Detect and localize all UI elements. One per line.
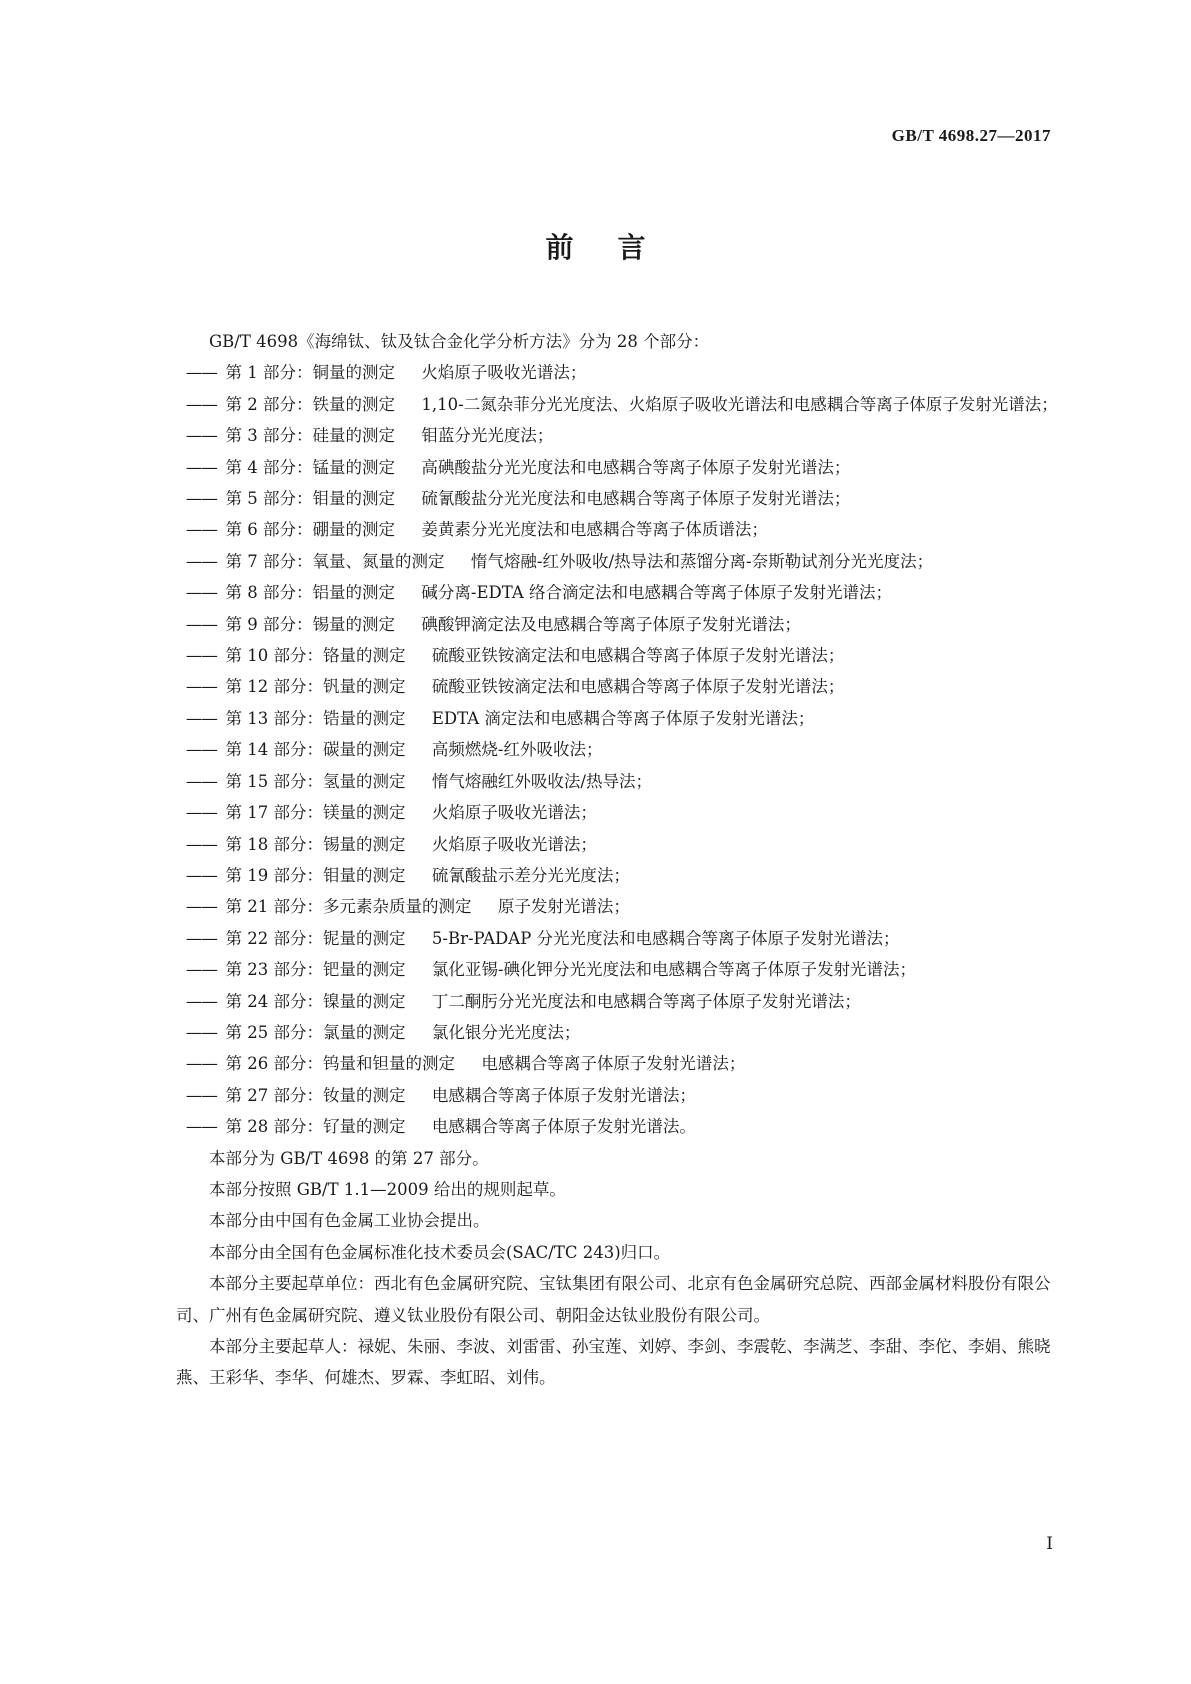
part-method: 硫氰酸盐示差分光光度法； <box>431 865 630 885</box>
dash-marker: —— <box>185 1085 217 1105</box>
part-method: 惰气熔融-红外吸收/热导法和蒸馏分离-奈斯勒试剂分光光度法； <box>470 551 934 571</box>
dash-marker: —— <box>185 551 217 571</box>
body-paragraph: 本部分由全国有色金属标准化技术委员会(SAC/TC 243)归口。 <box>209 1242 671 1262</box>
part-label: 第 25 部分：氯量的测定 <box>225 1022 406 1042</box>
dash-marker: —— <box>185 489 217 509</box>
dash-marker: —— <box>185 520 217 540</box>
part-label: 第 6 部分：硼量的测定 <box>225 520 395 540</box>
part-item <box>176 954 1058 985</box>
part-item <box>176 640 1058 671</box>
body-paragraph: 本部分主要起草单位：西北有色金属研究院、宝钛集团有限公司、北京有色金属研究总院、西部金属材料股份有限公司、广州有色金属研究院、遵义钛业股份有限公司、朝阳金达钛业股份有限公司。 <box>176 1274 1051 1325</box>
part-method: 姜黄素分光光度法和电感耦合等离子体质谱法； <box>421 520 768 540</box>
part-item <box>176 357 1058 388</box>
dash-marker: —— <box>185 457 217 477</box>
part-label: 第 17 部分：镁量的测定 <box>225 803 406 823</box>
part-item <box>176 829 1058 860</box>
part-method: 电感耦合等离子体原子发射光谱法； <box>431 1085 696 1105</box>
part-method: 高频燃烧-红外吸收法； <box>431 740 603 760</box>
part-item <box>176 546 1058 577</box>
part-label: 第 3 部分：硅量的测定 <box>225 426 395 446</box>
dash-marker: —— <box>185 363 217 383</box>
part-label: 第 21 部分：多元素杂质量的测定 <box>225 897 472 917</box>
part-method: 硫酸亚铁铵滴定法和电感耦合等离子体原子发射光谱法； <box>431 677 845 697</box>
part-method: 碘酸钾滴定法及电感耦合等离子体原子发射光谱法； <box>421 614 801 634</box>
dash-marker: —— <box>185 1054 217 1074</box>
dash-marker: —— <box>185 771 217 791</box>
part-label: 第 4 部分：锰量的测定 <box>225 457 395 477</box>
body-paragraph: 本部分为 GB/T 4698 的第 27 部分。 <box>209 1148 489 1168</box>
dash-marker: —— <box>185 583 217 603</box>
part-item <box>176 452 1058 483</box>
part-label: 第 8 部分：铝量的测定 <box>225 583 395 603</box>
part-label: 第 7 部分：氧量、氮量的测定 <box>225 551 445 571</box>
part-method: 丁二酮肟分光光度法和电感耦合等离子体原子发射光谱法； <box>431 991 861 1011</box>
dash-marker: —— <box>185 646 217 666</box>
part-item <box>176 671 1058 702</box>
part-method: 5-Br-PADAP 分光光度法和电感耦合等离子体原子发射光谱法； <box>431 928 900 948</box>
dash-marker: —— <box>185 426 217 446</box>
part-method: 碱分离-EDTA 络合滴定法和电感耦合等离子体原子发射光谱法； <box>421 583 893 603</box>
part-item <box>176 891 1058 922</box>
part-label: 第 28 部分：钌量的测定 <box>225 1117 406 1137</box>
part-item <box>176 734 1058 765</box>
part-label: 第 5 部分：钼量的测定 <box>225 489 395 509</box>
dash-marker: —— <box>185 897 217 917</box>
part-label: 第 26 部分：钨量和钽量的测定 <box>225 1054 455 1074</box>
part-label: 第 14 部分：碳量的测定 <box>225 740 406 760</box>
paragraphs <box>176 1143 1058 1394</box>
part-method: EDTA 滴定法和电感耦合等离子体原子发射光谱法； <box>431 708 815 728</box>
body-paragraph: 本部分按照 GB/T 1.1—2009 给出的规则起草。 <box>209 1179 566 1199</box>
part-method: 氯化亚锡-碘化钾分光光度法和电感耦合等离子体原子发射光谱法； <box>431 960 916 980</box>
dash-marker: —— <box>185 928 217 948</box>
body-paragraph: 本部分由中国有色金属工业协会提出。 <box>209 1211 490 1231</box>
part-label: 第 23 部分：钯量的测定 <box>225 960 406 980</box>
part-item <box>176 797 1058 828</box>
page-title: 前言 <box>545 231 690 264</box>
part-method: 火焰原子吸收光谱法； <box>431 834 597 854</box>
part-label: 第 12 部分：钒量的测定 <box>225 677 406 697</box>
part-label: 第 9 部分：锡量的测定 <box>225 614 395 634</box>
part-method: 1,10-二氮杂菲分光光度法、火焰原子吸收光谱法和电感耦合等离子体原子发射光谱法； <box>421 394 1058 414</box>
dash-marker: —— <box>185 740 217 760</box>
part-method: 硫酸亚铁铵滴定法和电感耦合等离子体原子发射光谱法； <box>431 646 845 666</box>
part-method: 高碘酸盐分光光度法和电感耦合等离子体原子发射光谱法； <box>421 457 851 477</box>
part-item <box>176 923 1058 954</box>
part-item <box>176 577 1058 608</box>
part-item <box>176 1048 1058 1079</box>
dash-marker: —— <box>185 991 217 1011</box>
part-method: 惰气熔融红外吸收法/热导法； <box>431 771 652 791</box>
page-number: I <box>1046 1534 1053 1554</box>
part-item <box>176 514 1058 545</box>
part-label: 第 24 部分：镍量的测定 <box>225 991 406 1011</box>
part-item <box>176 703 1058 734</box>
part-label: 第 2 部分：铁量的测定 <box>225 394 395 414</box>
foreword-body <box>176 326 1058 1394</box>
part-item <box>176 420 1058 451</box>
part-item <box>176 389 1058 420</box>
part-item <box>176 1111 1058 1142</box>
part-label: 第 10 部分：铬量的测定 <box>225 646 406 666</box>
part-label: 第 22 部分：铌量的测定 <box>225 928 406 948</box>
body-paragraph: 本部分主要起草人：禄妮、朱丽、李波、刘雷雷、孙宝莲、刘婷、李剑、李震乾、李满芝、李甜、李佗、李娟、熊晓燕、王彩华、李华、何雄杰、罗霖、李虹昭、刘伟。 <box>176 1337 1051 1388</box>
part-item <box>176 609 1058 640</box>
standard-code: GB/T 4698.27—2017 <box>891 126 1051 145</box>
dash-marker: —— <box>185 677 217 697</box>
part-label: 第 18 部分：锡量的测定 <box>225 834 406 854</box>
part-label: 第 1 部分：铜量的测定 <box>225 363 395 383</box>
dash-marker: —— <box>185 1117 217 1137</box>
part-method: 电感耦合等离子体原子发射光谱法； <box>481 1054 746 1074</box>
part-method: 火焰原子吸收光谱法； <box>431 803 597 823</box>
intro-paragraph: GB/T 4698《海绵钛、钛及钛合金化学分析方法》分为 28 个部分： <box>209 332 710 351</box>
part-method: 钼蓝分光光度法； <box>421 426 554 446</box>
part-item <box>176 483 1058 514</box>
part-label: 第 27 部分：钕量的测定 <box>225 1085 406 1105</box>
part-item <box>176 1017 1058 1048</box>
dash-marker: —— <box>185 803 217 823</box>
part-method: 电感耦合等离子体原子发射光谱法。 <box>431 1117 696 1137</box>
dash-marker: —— <box>185 960 217 980</box>
part-item <box>176 1080 1058 1111</box>
dash-marker: —— <box>185 834 217 854</box>
dash-marker: —— <box>185 614 217 634</box>
parts-list <box>176 357 1058 1142</box>
dash-marker: —— <box>185 708 217 728</box>
part-method: 火焰原子吸收光谱法； <box>421 363 587 383</box>
part-label: 第 13 部分：锆量的测定 <box>225 708 406 728</box>
dash-marker: —— <box>185 394 217 414</box>
part-method: 氯化银分光光度法； <box>431 1022 581 1042</box>
dash-marker: —— <box>185 865 217 885</box>
part-method: 硫氰酸盐分光光度法和电感耦合等离子体原子发射光谱法； <box>421 489 851 509</box>
dash-marker: —— <box>185 1022 217 1042</box>
part-item <box>176 986 1058 1017</box>
part-method: 原子发射光谱法； <box>497 897 630 917</box>
part-label: 第 19 部分：钼量的测定 <box>225 865 406 885</box>
part-item <box>176 860 1058 891</box>
part-label: 第 15 部分：氢量的测定 <box>225 771 406 791</box>
part-item <box>176 766 1058 797</box>
